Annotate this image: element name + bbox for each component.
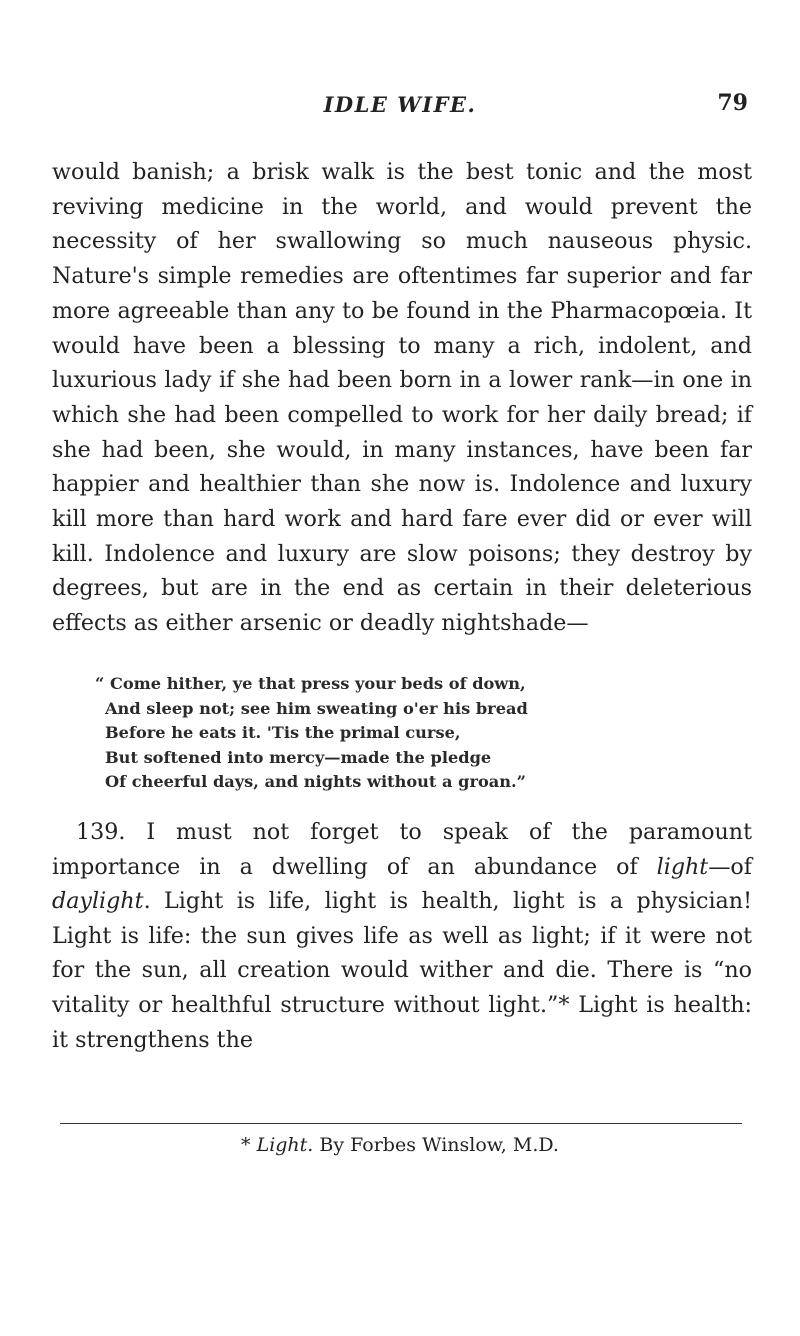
text-run: . Light is life, light is health, light is a physician! Light is life: the sun gives life as well as light; if it were not for the sun, all creation would wither and die. There is “no vitality or healthful structure without light.”* Light is health: it strengthens the [52, 888, 752, 1053]
footnote [0, 1132, 800, 1158]
poem-line: Before he eats it. 'Tis the primal curse, [105, 723, 461, 743]
poem-line: But softened into mercy—made the pledge [105, 747, 492, 767]
poem-line: “ Come hither, ye that press your beds of down, [95, 674, 526, 693]
poem-line: Of cheerful days, and nights without a groan.” [105, 772, 526, 792]
page-number: 79 [717, 90, 748, 116]
italic-light: light [656, 853, 709, 880]
footnote-marker: * [241, 1134, 257, 1156]
paragraph: would banish; a brisk walk is the best tonic and the most reviving medicine in the world, and would prevent the necessity of her swallowing so much nauseous physic. Nature's simple remedies are oftentimes far superior and far more agreeable than any to be found in the Pharmacopœia. It would have been a blessing to many a rich, indolent, and luxurious lady if she had been born in a lower rank—in one in which she had been compelled to work for her daily bread; if she had been, she would, in many instances, have been far happier and healthier than she now is. Indolence and luxury kill more than hard work and hard fare ever did or ever will kill. Indolence and luxury are slow poisons; they destroy by degrees, but are in the end as certain in their deleterious effects as either arsenic or deadly nightshade— [52, 159, 752, 637]
text-run: —of [708, 853, 752, 880]
page-header [52, 90, 748, 126]
poem-quotation [95, 672, 528, 795]
section-139 [52, 815, 752, 1057]
section-paragraph [52, 815, 752, 1057]
body-text [52, 155, 752, 641]
running-head: IDLE WIFE. [323, 92, 477, 117]
text-run: 139. I must not forget to speak of the paramount importance in a dwelling of an abundance of [52, 819, 752, 880]
footnote-text: By Forbes Winslow, M.D. [313, 1134, 559, 1156]
poem-line: And sleep not; see him sweating o'er his bread [105, 698, 528, 718]
italic-daylight: daylight [52, 888, 144, 915]
footnote-title: Light. [256, 1134, 314, 1156]
footnote-rule [60, 1123, 742, 1124]
